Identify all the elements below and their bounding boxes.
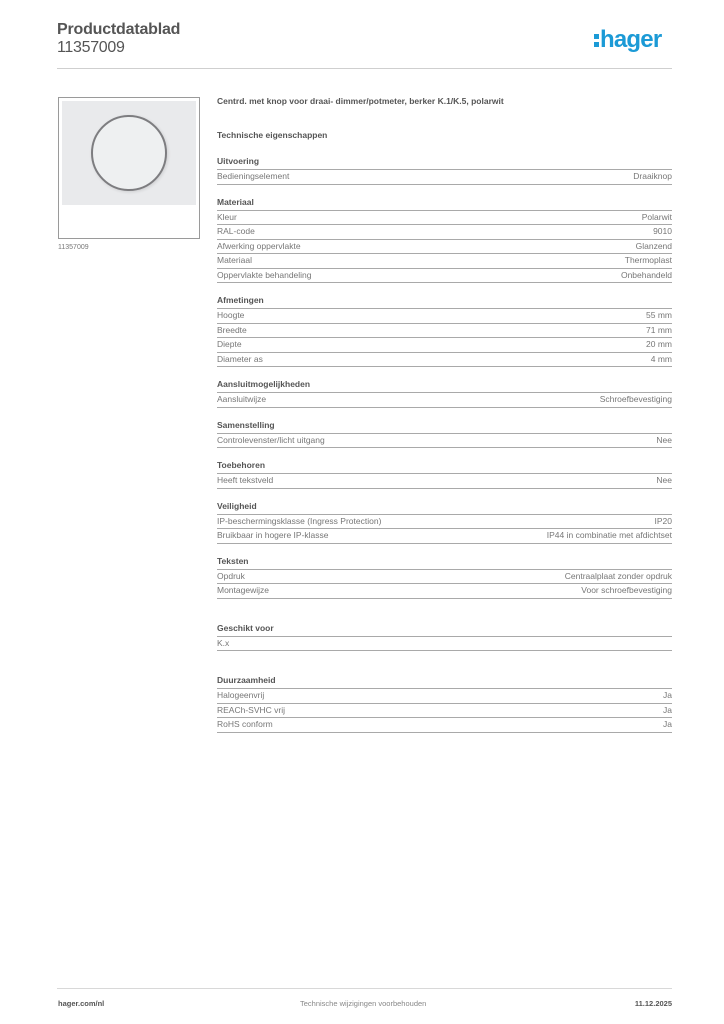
spec-row bbox=[217, 718, 672, 733]
spec-label: Halogeenvrij bbox=[217, 690, 265, 700]
spec-value: IP20 bbox=[654, 515, 672, 526]
spec-value: Polarwit bbox=[641, 211, 672, 222]
spec-label: RAL-code bbox=[217, 226, 255, 236]
spec-row bbox=[217, 393, 672, 408]
spec-group-materiaal bbox=[217, 197, 672, 284]
spec-value: Voor schroefbevestiging bbox=[581, 585, 672, 595]
group-title: Uitvoering bbox=[217, 156, 672, 170]
spec-value: 4 mm bbox=[650, 353, 672, 364]
spec-group-veiligheid bbox=[217, 501, 672, 544]
spec-row bbox=[217, 353, 672, 368]
spec-row bbox=[217, 584, 672, 599]
spec-content bbox=[217, 96, 672, 733]
spec-label: Diameter as bbox=[217, 353, 263, 364]
spec-row bbox=[217, 269, 672, 284]
spec-value: Onbehandeld bbox=[620, 269, 672, 280]
product-description: Centrd. met knop voor draai- dimmer/potmeter, berker K.1/K.5, polarwit bbox=[217, 96, 504, 106]
spec-row bbox=[217, 529, 672, 544]
spec-value: Ja bbox=[663, 704, 672, 715]
spec-value: Ja bbox=[663, 719, 672, 729]
spec-value: 55 mm bbox=[646, 310, 672, 320]
spec-value: 20 mm bbox=[646, 339, 672, 349]
group-title: Teksten bbox=[217, 556, 672, 570]
spec-label: Heeft tekstveld bbox=[217, 475, 274, 485]
spec-value: 71 mm bbox=[646, 324, 672, 335]
footer-disclaimer: Technische wijzigingen voorbehouden bbox=[300, 999, 427, 1008]
suitable-for-section bbox=[217, 623, 672, 652]
spec-value: IP44 in combinatie met afdichtset bbox=[546, 530, 672, 540]
spec-row bbox=[217, 225, 672, 240]
spec-row bbox=[217, 637, 672, 652]
spec-value: Schroefbevestiging bbox=[599, 394, 672, 404]
document-title: Productdatablad bbox=[57, 21, 181, 38]
spec-row bbox=[217, 570, 672, 585]
logo-text: hager bbox=[600, 26, 662, 53]
article-number: 11357009 bbox=[57, 39, 125, 56]
spec-row bbox=[217, 704, 672, 719]
spec-row bbox=[217, 474, 672, 489]
group-title: Duurzaamheid bbox=[217, 675, 672, 689]
spec-label: Bedieningselement bbox=[217, 171, 290, 181]
spec-value: Centraalplaat zonder opdruk bbox=[564, 570, 672, 581]
spec-label: Afwerking oppervlakte bbox=[217, 240, 301, 251]
spec-label: Hoogte bbox=[217, 310, 245, 320]
spec-row bbox=[217, 170, 672, 185]
hager-logo bbox=[594, 26, 661, 54]
spec-row bbox=[217, 689, 672, 704]
spec-label: Aansluitwijze bbox=[217, 394, 267, 404]
footer-divider bbox=[57, 988, 672, 989]
spec-label: Kleur bbox=[217, 211, 237, 222]
spec-group-samenstelling bbox=[217, 420, 672, 449]
spec-label: Opdruk bbox=[217, 570, 245, 581]
spec-row bbox=[217, 309, 672, 324]
group-title: Toebehoren bbox=[217, 460, 672, 474]
spec-label: Bruikbaar in hogere IP-klasse bbox=[217, 530, 329, 540]
spec-value: 9010 bbox=[653, 226, 672, 236]
spec-row bbox=[217, 324, 672, 339]
technical-properties-title: Technische eigenschappen bbox=[217, 130, 328, 140]
header-divider bbox=[57, 68, 672, 69]
spec-value: Nee bbox=[656, 434, 672, 445]
spec-value: Nee bbox=[656, 475, 672, 485]
spec-group-teksten bbox=[217, 556, 672, 599]
spec-label: Materiaal bbox=[217, 255, 252, 265]
footer-date: 11.12.2025 bbox=[634, 999, 672, 1008]
spec-label: Oppervlakte behandeling bbox=[217, 269, 312, 280]
spec-label: Controlevenster/licht uitgang bbox=[217, 434, 325, 445]
spec-label: RoHS conform bbox=[217, 719, 273, 729]
spec-row bbox=[217, 338, 672, 353]
spec-label: K.x bbox=[217, 637, 230, 648]
spec-label: Montagewijze bbox=[217, 585, 269, 595]
spec-group-uitvoering bbox=[217, 156, 672, 185]
spec-row bbox=[217, 211, 672, 226]
group-title: Aansluitmogelijkheden bbox=[217, 379, 672, 393]
group-title: Veiligheid bbox=[217, 501, 672, 515]
sustainability-section bbox=[217, 675, 672, 733]
spec-row bbox=[217, 254, 672, 269]
spec-value: Thermoplast bbox=[624, 255, 672, 265]
spec-value: Glanzend bbox=[635, 240, 672, 251]
spec-value: Draaiknop bbox=[633, 171, 672, 181]
rotary-knob-graphic bbox=[91, 115, 167, 191]
spec-label: IP-beschermingsklasse (Ingress Protection) bbox=[217, 515, 382, 526]
spec-group-aansluitmogelijkheden bbox=[217, 379, 672, 408]
spec-group-toebehoren bbox=[217, 460, 672, 489]
spec-label: Breedte bbox=[217, 324, 247, 335]
spec-row bbox=[217, 434, 672, 449]
group-title: Samenstelling bbox=[217, 420, 672, 434]
spec-group-afmetingen bbox=[217, 295, 672, 367]
group-title: Materiaal bbox=[217, 197, 672, 211]
spec-label: Diepte bbox=[217, 339, 242, 349]
spec-row bbox=[217, 240, 672, 255]
group-title: Afmetingen bbox=[217, 295, 672, 309]
spec-value: Ja bbox=[663, 690, 672, 700]
spec-row bbox=[217, 515, 672, 530]
group-title: Geschikt voor bbox=[217, 623, 672, 637]
product-image-frame bbox=[58, 97, 200, 239]
footer-website-link[interactable]: hager.com/nl bbox=[58, 999, 105, 1008]
spec-label: REACh-SVHC vrij bbox=[217, 704, 286, 715]
product-image-caption: 11357009 bbox=[58, 244, 89, 251]
product-image bbox=[62, 101, 196, 205]
